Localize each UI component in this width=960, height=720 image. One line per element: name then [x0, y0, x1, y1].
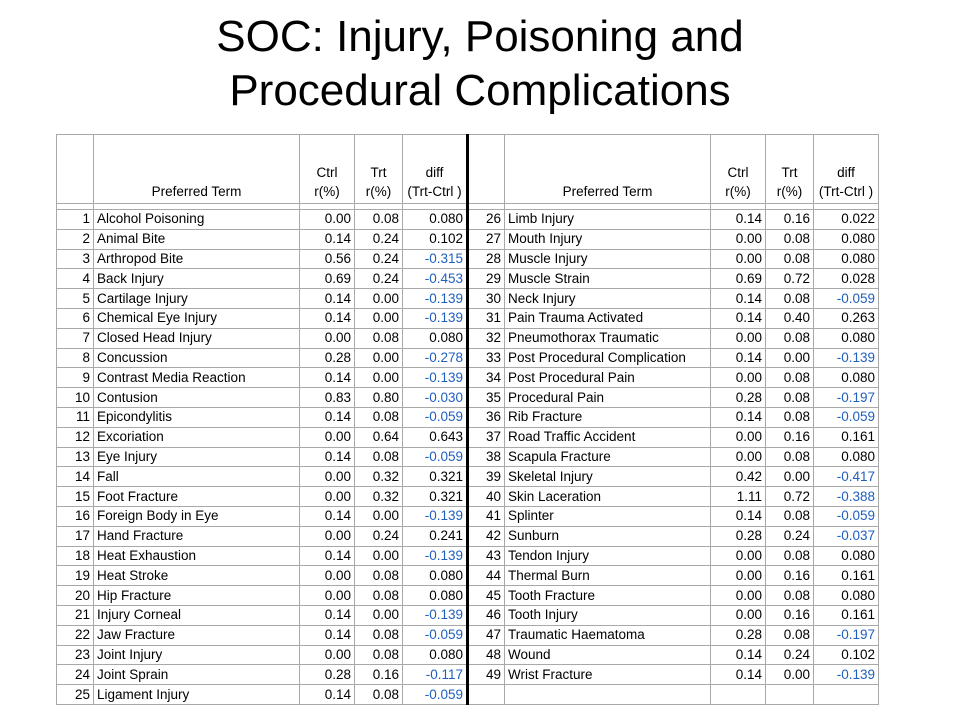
rate-diff: -0.059 — [403, 625, 468, 645]
ctrl-rate: 0.00 — [300, 566, 355, 586]
ctrl-rate: 0.28 — [711, 625, 766, 645]
table-row — [57, 645, 879, 665]
ctrl-rate: 0.00 — [711, 328, 766, 348]
row-index: 27 — [468, 229, 505, 249]
trt-rate: 0.16 — [766, 605, 814, 625]
rate-diff: -0.059 — [403, 447, 468, 467]
row-index: 24 — [57, 665, 94, 685]
row-index: 44 — [468, 566, 505, 586]
table-row — [57, 665, 879, 685]
row-index: 8 — [57, 348, 94, 368]
rate-diff: -0.059 — [814, 289, 879, 309]
row-index: 7 — [57, 328, 94, 348]
preferred-term: Mouth Injury — [505, 229, 711, 249]
title-line-1: SOC: Injury, Poisoning and — [216, 12, 744, 61]
rate-diff: 0.263 — [814, 308, 879, 328]
row-index: 30 — [468, 289, 505, 309]
trt-rate: 0.72 — [766, 269, 814, 289]
trt-rate: 0.08 — [766, 546, 814, 566]
ctrl-rate: 0.00 — [711, 368, 766, 388]
row-index: 23 — [57, 645, 94, 665]
table-row — [57, 348, 879, 368]
rate-diff: 0.080 — [403, 328, 468, 348]
preferred-term: Jaw Fracture — [94, 625, 300, 645]
trt-rate: 0.08 — [355, 645, 403, 665]
trt-rate: 0.80 — [355, 388, 403, 408]
row-index — [468, 685, 505, 705]
rate-diff: 0.643 — [403, 427, 468, 447]
rate-diff: 0.102 — [814, 645, 879, 665]
preferred-term: Animal Bite — [94, 229, 300, 249]
row-index: 10 — [57, 388, 94, 408]
rate-diff: -0.197 — [814, 388, 879, 408]
preferred-term: Concussion — [94, 348, 300, 368]
rate-diff: 0.022 — [814, 210, 879, 230]
trt-rate: 0.24 — [355, 229, 403, 249]
row-index: 28 — [468, 249, 505, 269]
ctrl-rate: 0.14 — [300, 506, 355, 526]
preferred-term: Hand Fracture — [94, 526, 300, 546]
row-index: 40 — [468, 487, 505, 507]
trt-rate: 0.08 — [766, 368, 814, 388]
preferred-term: Hip Fracture — [94, 586, 300, 606]
rate-diff: -0.139 — [403, 368, 468, 388]
rate-diff: 0.080 — [814, 586, 879, 606]
ctrl-rate: 0.14 — [300, 407, 355, 427]
rate-diff: -0.037 — [814, 526, 879, 546]
preferred-term: Muscle Injury — [505, 249, 711, 269]
ctrl-rate: 0.14 — [711, 348, 766, 368]
table-row — [57, 566, 879, 586]
rate-diff: -0.453 — [403, 269, 468, 289]
rate-diff: -0.278 — [403, 348, 468, 368]
preferred-term: Joint Sprain — [94, 665, 300, 685]
trt-rate: 0.08 — [355, 566, 403, 586]
ctrl-rate: 0.00 — [711, 566, 766, 586]
trt-rate: 0.00 — [355, 289, 403, 309]
row-index: 48 — [468, 645, 505, 665]
row-index: 2 — [57, 229, 94, 249]
row-index: 17 — [57, 526, 94, 546]
trt-rate: 0.08 — [355, 586, 403, 606]
ctrl-rate: 0.28 — [300, 348, 355, 368]
trt-rate: 0.00 — [355, 308, 403, 328]
trt-rate: 0.00 — [355, 605, 403, 625]
rate-diff: -0.117 — [403, 665, 468, 685]
rate-diff: -0.139 — [403, 546, 468, 566]
ctrl-rate: 0.14 — [300, 546, 355, 566]
header-preferred-term: Preferred Term — [94, 135, 300, 204]
trt-rate: 0.08 — [766, 586, 814, 606]
preferred-term: Epicondylitis — [94, 407, 300, 427]
preferred-term: Wrist Fracture — [505, 665, 711, 685]
trt-rate: 0.64 — [355, 427, 403, 447]
table-row — [57, 605, 879, 625]
rate-diff: -0.315 — [403, 249, 468, 269]
row-index: 33 — [468, 348, 505, 368]
preferred-term: Contrast Media Reaction — [94, 368, 300, 388]
preferred-term: Tooth Injury — [505, 605, 711, 625]
ctrl-rate: 0.14 — [300, 229, 355, 249]
ctrl-rate: 0.42 — [711, 467, 766, 487]
trt-rate: 0.08 — [355, 210, 403, 230]
header-index — [57, 135, 94, 204]
rate-diff: -0.139 — [403, 289, 468, 309]
table-row — [57, 467, 879, 487]
preferred-term: Heat Exhaustion — [94, 546, 300, 566]
row-index: 21 — [57, 605, 94, 625]
ctrl-rate: 0.69 — [300, 269, 355, 289]
ctrl-rate: 0.00 — [300, 487, 355, 507]
trt-rate: 0.08 — [355, 447, 403, 467]
table-header — [57, 135, 879, 210]
preferred-term: Joint Injury — [94, 645, 300, 665]
trt-rate: 0.24 — [766, 645, 814, 665]
ctrl-rate: 0.00 — [711, 447, 766, 467]
ctrl-rate: 0.28 — [300, 665, 355, 685]
rate-diff: -0.059 — [814, 407, 879, 427]
rate-diff: 0.161 — [814, 605, 879, 625]
preferred-term: Excoriation — [94, 427, 300, 447]
trt-rate: 0.00 — [766, 467, 814, 487]
table-row — [57, 447, 879, 467]
preferred-term: Arthropod Bite — [94, 249, 300, 269]
rate-diff: 0.161 — [814, 427, 879, 447]
trt-rate: 0.40 — [766, 308, 814, 328]
table-row — [57, 210, 879, 230]
preferred-term: Procedural Pain — [505, 388, 711, 408]
ctrl-rate: 0.14 — [711, 407, 766, 427]
preferred-term: Ligament Injury — [94, 685, 300, 705]
preferred-term: Contusion — [94, 388, 300, 408]
trt-rate: 0.16 — [766, 566, 814, 586]
ctrl-rate: 0.00 — [711, 249, 766, 269]
trt-rate: 0.24 — [355, 269, 403, 289]
preferred-term: Splinter — [505, 506, 711, 526]
trt-rate: 0.08 — [355, 407, 403, 427]
ctrl-rate: 0.14 — [711, 308, 766, 328]
ctrl-rate: 0.14 — [300, 308, 355, 328]
rate-diff: 0.080 — [814, 368, 879, 388]
preferred-term: Limb Injury — [505, 210, 711, 230]
ctrl-rate: 0.00 — [711, 546, 766, 566]
header-trt: Trt r(%) — [355, 135, 403, 204]
row-index: 31 — [468, 308, 505, 328]
preferred-term: Neck Injury — [505, 289, 711, 309]
table-row — [57, 407, 879, 427]
row-index: 16 — [57, 506, 94, 526]
table-row — [57, 368, 879, 388]
table-row — [57, 685, 879, 705]
rate-diff: 0.080 — [403, 645, 468, 665]
rate-diff: -0.059 — [403, 685, 468, 705]
ctrl-rate — [711, 685, 766, 705]
table-row — [57, 546, 879, 566]
preferred-term: Injury Corneal — [94, 605, 300, 625]
header-trt: Trt r(%) — [766, 135, 814, 204]
trt-rate: 0.08 — [355, 328, 403, 348]
rate-diff: 0.028 — [814, 269, 879, 289]
trt-rate: 0.08 — [766, 249, 814, 269]
header-index — [468, 135, 505, 204]
ctrl-rate: 0.14 — [300, 368, 355, 388]
row-index: 6 — [57, 308, 94, 328]
rate-diff: -0.139 — [814, 665, 879, 685]
adverse-events-table — [56, 134, 879, 705]
ctrl-rate: 0.14 — [300, 685, 355, 705]
ctrl-rate: 0.00 — [300, 328, 355, 348]
trt-rate: 0.00 — [355, 546, 403, 566]
row-index: 20 — [57, 586, 94, 606]
row-index: 43 — [468, 546, 505, 566]
trt-rate: 0.16 — [766, 427, 814, 447]
preferred-term: Tendon Injury — [505, 546, 711, 566]
preferred-term: Tooth Fracture — [505, 586, 711, 606]
ctrl-rate: 0.56 — [300, 249, 355, 269]
rate-diff: 0.080 — [403, 586, 468, 606]
trt-rate: 0.00 — [766, 348, 814, 368]
preferred-term: Sunburn — [505, 526, 711, 546]
row-index: 11 — [57, 407, 94, 427]
preferred-term: Traumatic Haematoma — [505, 625, 711, 645]
rate-diff: 0.321 — [403, 467, 468, 487]
row-index: 14 — [57, 467, 94, 487]
ctrl-rate: 0.00 — [711, 605, 766, 625]
rate-diff: 0.080 — [403, 566, 468, 586]
table-row — [57, 427, 879, 447]
preferred-term — [505, 685, 711, 705]
row-index: 49 — [468, 665, 505, 685]
rate-diff: -0.059 — [814, 506, 879, 526]
ctrl-rate: 0.14 — [711, 210, 766, 230]
trt-rate: 0.24 — [355, 526, 403, 546]
trt-rate: 0.08 — [355, 685, 403, 705]
table-row — [57, 487, 879, 507]
row-index: 34 — [468, 368, 505, 388]
ctrl-rate: 0.00 — [711, 586, 766, 606]
trt-rate: 0.16 — [766, 210, 814, 230]
trt-rate: 0.08 — [766, 625, 814, 645]
preferred-term: Eye Injury — [94, 447, 300, 467]
rate-diff: 0.161 — [814, 566, 879, 586]
row-index: 1 — [57, 210, 94, 230]
rate-diff: 0.080 — [403, 210, 468, 230]
rate-diff: -0.139 — [403, 506, 468, 526]
table-row — [57, 506, 879, 526]
ctrl-rate: 0.00 — [300, 526, 355, 546]
row-index: 46 — [468, 605, 505, 625]
preferred-term: Foreign Body in Eye — [94, 506, 300, 526]
header-ctrl: Ctrl r(%) — [300, 135, 355, 204]
row-index: 15 — [57, 487, 94, 507]
row-index: 39 — [468, 467, 505, 487]
trt-rate: 0.08 — [355, 625, 403, 645]
row-index: 26 — [468, 210, 505, 230]
ctrl-rate: 0.28 — [711, 388, 766, 408]
title-line-2: Procedural Complications — [229, 66, 731, 115]
ctrl-rate: 0.00 — [711, 427, 766, 447]
header-diff: diff (Trt-Ctrl ) — [403, 135, 468, 204]
row-index: 42 — [468, 526, 505, 546]
rate-diff: 0.080 — [814, 249, 879, 269]
preferred-term: Fall — [94, 467, 300, 487]
header-diff: diff (Trt-Ctrl ) — [814, 135, 879, 204]
preferred-term: Post Procedural Complication — [505, 348, 711, 368]
trt-rate: 0.32 — [355, 467, 403, 487]
row-index: 18 — [57, 546, 94, 566]
ctrl-rate: 0.14 — [300, 447, 355, 467]
table-row — [57, 526, 879, 546]
preferred-term: Heat Stroke — [94, 566, 300, 586]
rate-diff: -0.417 — [814, 467, 879, 487]
table-row — [57, 388, 879, 408]
trt-rate: 0.08 — [766, 289, 814, 309]
rate-diff: -0.059 — [403, 407, 468, 427]
ctrl-rate: 0.14 — [300, 625, 355, 645]
rate-diff: 0.080 — [814, 328, 879, 348]
trt-rate: 0.16 — [355, 665, 403, 685]
preferred-term: Skin Laceration — [505, 487, 711, 507]
row-index: 3 — [57, 249, 94, 269]
row-index: 5 — [57, 289, 94, 309]
row-index: 13 — [57, 447, 94, 467]
preferred-term: Scapula Fracture — [505, 447, 711, 467]
row-index: 36 — [468, 407, 505, 427]
preferred-term: Cartilage Injury — [94, 289, 300, 309]
table-row — [57, 308, 879, 328]
rate-diff: -0.388 — [814, 487, 879, 507]
ctrl-rate: 0.00 — [711, 229, 766, 249]
preferred-term: Closed Head Injury — [94, 328, 300, 348]
rate-diff — [814, 685, 879, 705]
row-index: 25 — [57, 685, 94, 705]
row-index: 35 — [468, 388, 505, 408]
preferred-term: Pneumothorax Traumatic — [505, 328, 711, 348]
row-index: 41 — [468, 506, 505, 526]
ctrl-rate: 0.00 — [300, 467, 355, 487]
table-row — [57, 328, 879, 348]
trt-rate: 0.08 — [766, 506, 814, 526]
rate-diff: 0.080 — [814, 447, 879, 467]
header-preferred-term: Preferred Term — [505, 135, 711, 204]
preferred-term: Skeletal Injury — [505, 467, 711, 487]
table-body — [57, 210, 879, 705]
trt-rate: 0.08 — [766, 229, 814, 249]
rate-diff: -0.139 — [403, 308, 468, 328]
ctrl-rate: 0.14 — [711, 645, 766, 665]
row-index: 29 — [468, 269, 505, 289]
trt-rate: 0.00 — [355, 368, 403, 388]
rate-diff: 0.321 — [403, 487, 468, 507]
ctrl-rate: 0.00 — [300, 427, 355, 447]
ctrl-rate: 0.28 — [711, 526, 766, 546]
table-row — [57, 249, 879, 269]
ctrl-rate: 0.83 — [300, 388, 355, 408]
ctrl-rate: 0.14 — [711, 506, 766, 526]
row-index: 9 — [57, 368, 94, 388]
header-ctrl: Ctrl r(%) — [711, 135, 766, 204]
trt-rate: 0.24 — [766, 526, 814, 546]
ctrl-rate: 0.00 — [300, 586, 355, 606]
trt-rate: 0.08 — [766, 388, 814, 408]
ctrl-rate: 0.14 — [711, 289, 766, 309]
table-row — [57, 289, 879, 309]
rate-diff: -0.197 — [814, 625, 879, 645]
rate-diff: -0.139 — [403, 605, 468, 625]
trt-rate: 0.08 — [766, 328, 814, 348]
rate-diff: 0.080 — [814, 229, 879, 249]
trt-rate — [766, 685, 814, 705]
trt-rate: 0.00 — [355, 506, 403, 526]
trt-rate: 0.32 — [355, 487, 403, 507]
row-index: 32 — [468, 328, 505, 348]
ctrl-rate: 0.00 — [300, 645, 355, 665]
row-index: 4 — [57, 269, 94, 289]
ctrl-rate: 0.69 — [711, 269, 766, 289]
rate-diff: -0.139 — [814, 348, 879, 368]
row-index: 38 — [468, 447, 505, 467]
trt-rate: 0.24 — [355, 249, 403, 269]
trt-rate: 0.08 — [766, 447, 814, 467]
preferred-term: Back Injury — [94, 269, 300, 289]
row-index: 47 — [468, 625, 505, 645]
ctrl-rate: 0.00 — [300, 210, 355, 230]
preferred-term: Foot Fracture — [94, 487, 300, 507]
preferred-term: Rib Fracture — [505, 407, 711, 427]
preferred-term: Thermal Burn — [505, 566, 711, 586]
trt-rate: 0.00 — [355, 348, 403, 368]
rate-diff: 0.080 — [814, 546, 879, 566]
ctrl-rate: 0.14 — [300, 289, 355, 309]
table-row — [57, 625, 879, 645]
row-index: 12 — [57, 427, 94, 447]
row-index: 37 — [468, 427, 505, 447]
table-row — [57, 229, 879, 249]
row-index: 45 — [468, 586, 505, 606]
ctrl-rate: 0.14 — [300, 605, 355, 625]
preferred-term: Wound — [505, 645, 711, 665]
row-index: 19 — [57, 566, 94, 586]
trt-rate: 0.72 — [766, 487, 814, 507]
preferred-term: Chemical Eye Injury — [94, 308, 300, 328]
preferred-term: Road Traffic Accident — [505, 427, 711, 447]
row-index: 22 — [57, 625, 94, 645]
ctrl-rate: 0.14 — [711, 665, 766, 685]
table-row — [57, 269, 879, 289]
ctrl-rate: 1.11 — [711, 487, 766, 507]
rate-diff: 0.241 — [403, 526, 468, 546]
trt-rate: 0.08 — [766, 407, 814, 427]
preferred-term: Muscle Strain — [505, 269, 711, 289]
preferred-term: Pain Trauma Activated — [505, 308, 711, 328]
page-title — [0, 10, 960, 118]
rate-diff: -0.030 — [403, 388, 468, 408]
table-row — [57, 586, 879, 606]
preferred-term: Post Procedural Pain — [505, 368, 711, 388]
rate-diff: 0.102 — [403, 229, 468, 249]
preferred-term: Alcohol Poisoning — [94, 210, 300, 230]
trt-rate: 0.00 — [766, 665, 814, 685]
